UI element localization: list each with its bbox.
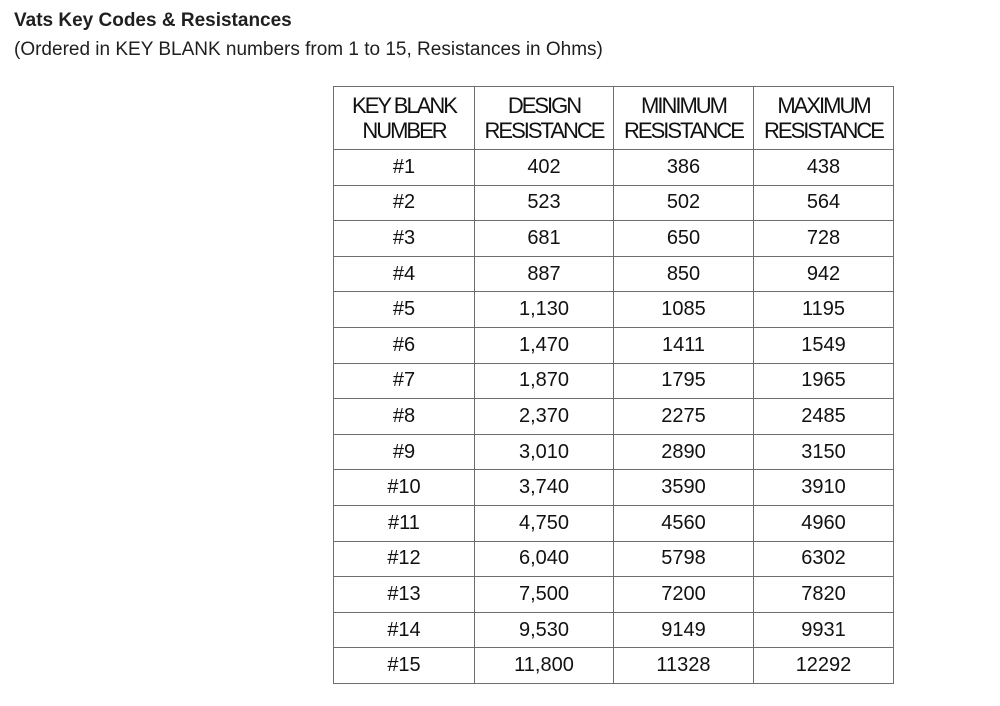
minimum-resistance-cell: 9149 xyxy=(614,612,754,648)
maximum-resistance-cell: 1195 xyxy=(754,292,894,328)
maximum-resistance-cell: 942 xyxy=(754,256,894,292)
design-resistance-cell: 681 xyxy=(475,221,614,257)
table-row xyxy=(334,292,894,328)
design-resistance-cell: 3,740 xyxy=(475,470,614,506)
resistance-table-container xyxy=(333,86,893,686)
header-line: DESIGN xyxy=(507,93,581,118)
design-resistance-cell: 4,750 xyxy=(475,505,614,541)
header-line: RESISTANCE xyxy=(484,118,604,143)
table-row xyxy=(334,399,894,435)
maximum-resistance-cell: 3910 xyxy=(754,470,894,506)
minimum-resistance-cell: 7200 xyxy=(614,577,754,613)
key-blank-cell: #13 xyxy=(334,577,475,613)
design-resistance-cell: 11,800 xyxy=(475,648,614,684)
table-row xyxy=(334,612,894,648)
maximum-resistance-cell: 564 xyxy=(754,185,894,221)
key-blank-cell: #11 xyxy=(334,505,475,541)
key-blank-cell: #3 xyxy=(334,221,475,257)
design-resistance-cell: 1,870 xyxy=(475,363,614,399)
key-blank-cell: #5 xyxy=(334,292,475,328)
header-key-blank-number xyxy=(334,87,475,150)
design-resistance-cell: 402 xyxy=(475,150,614,186)
table-row xyxy=(334,577,894,613)
page-title: Vats Key Codes & Resistances xyxy=(14,10,292,31)
key-blank-cell: #9 xyxy=(334,434,475,470)
maximum-resistance-cell: 7820 xyxy=(754,577,894,613)
minimum-resistance-cell: 2890 xyxy=(614,434,754,470)
table-body xyxy=(334,150,894,684)
resistance-table xyxy=(333,86,894,684)
table-header xyxy=(334,87,894,150)
key-blank-cell: #6 xyxy=(334,327,475,363)
header-row xyxy=(334,87,894,150)
design-resistance-cell: 523 xyxy=(475,185,614,221)
table-row xyxy=(334,363,894,399)
key-blank-cell: #10 xyxy=(334,470,475,506)
maximum-resistance-cell: 3150 xyxy=(754,434,894,470)
maximum-resistance-cell: 1549 xyxy=(754,327,894,363)
minimum-resistance-cell: 2275 xyxy=(614,399,754,435)
table-row xyxy=(334,150,894,186)
header-design-resistance xyxy=(475,87,614,150)
design-resistance-cell: 2,370 xyxy=(475,399,614,435)
key-blank-cell: #14 xyxy=(334,612,475,648)
key-blank-cell: #15 xyxy=(334,648,475,684)
minimum-resistance-cell: 502 xyxy=(614,185,754,221)
maximum-resistance-cell: 6302 xyxy=(754,541,894,577)
minimum-resistance-cell: 1085 xyxy=(614,292,754,328)
table-row xyxy=(334,505,894,541)
header-line: MINIMUM xyxy=(641,93,726,118)
header-maximum-resistance xyxy=(754,87,894,150)
design-resistance-cell: 3,010 xyxy=(475,434,614,470)
minimum-resistance-cell: 4560 xyxy=(614,505,754,541)
header-line: NUMBER xyxy=(362,118,446,143)
key-blank-cell: #2 xyxy=(334,185,475,221)
maximum-resistance-cell: 1965 xyxy=(754,363,894,399)
table-row xyxy=(334,221,894,257)
design-resistance-cell: 7,500 xyxy=(475,577,614,613)
minimum-resistance-cell: 5798 xyxy=(614,541,754,577)
table-row xyxy=(334,648,894,684)
maximum-resistance-cell: 4960 xyxy=(754,505,894,541)
table-row xyxy=(334,256,894,292)
key-blank-cell: #7 xyxy=(334,363,475,399)
key-blank-cell: #1 xyxy=(334,150,475,186)
header-line: MAXIMUM xyxy=(777,93,870,118)
design-resistance-cell: 1,470 xyxy=(475,327,614,363)
minimum-resistance-cell: 11328 xyxy=(614,648,754,684)
page-subtitle: (Ordered in KEY BLANK numbers from 1 to 15, Resistances in Ohms) xyxy=(14,39,603,60)
header-minimum-resistance xyxy=(614,87,754,150)
table-row xyxy=(334,185,894,221)
key-blank-cell: #8 xyxy=(334,399,475,435)
header-line: KEY BLANK xyxy=(352,93,456,118)
design-resistance-cell: 887 xyxy=(475,256,614,292)
maximum-resistance-cell: 9931 xyxy=(754,612,894,648)
header-line: RESISTANCE xyxy=(764,118,883,143)
key-blank-cell: #4 xyxy=(334,256,475,292)
design-resistance-cell: 1,130 xyxy=(475,292,614,328)
maximum-resistance-cell: 728 xyxy=(754,221,894,257)
maximum-resistance-cell: 12292 xyxy=(754,648,894,684)
table-row xyxy=(334,541,894,577)
table-row xyxy=(334,327,894,363)
table-row xyxy=(334,434,894,470)
minimum-resistance-cell: 850 xyxy=(614,256,754,292)
key-blank-cell: #12 xyxy=(334,541,475,577)
minimum-resistance-cell: 1795 xyxy=(614,363,754,399)
design-resistance-cell: 6,040 xyxy=(475,541,614,577)
maximum-resistance-cell: 2485 xyxy=(754,399,894,435)
minimum-resistance-cell: 386 xyxy=(614,150,754,186)
minimum-resistance-cell: 3590 xyxy=(614,470,754,506)
maximum-resistance-cell: 438 xyxy=(754,150,894,186)
header-line: RESISTANCE xyxy=(624,118,743,143)
minimum-resistance-cell: 1411 xyxy=(614,327,754,363)
minimum-resistance-cell: 650 xyxy=(614,221,754,257)
design-resistance-cell: 9,530 xyxy=(475,612,614,648)
table-row xyxy=(334,470,894,506)
